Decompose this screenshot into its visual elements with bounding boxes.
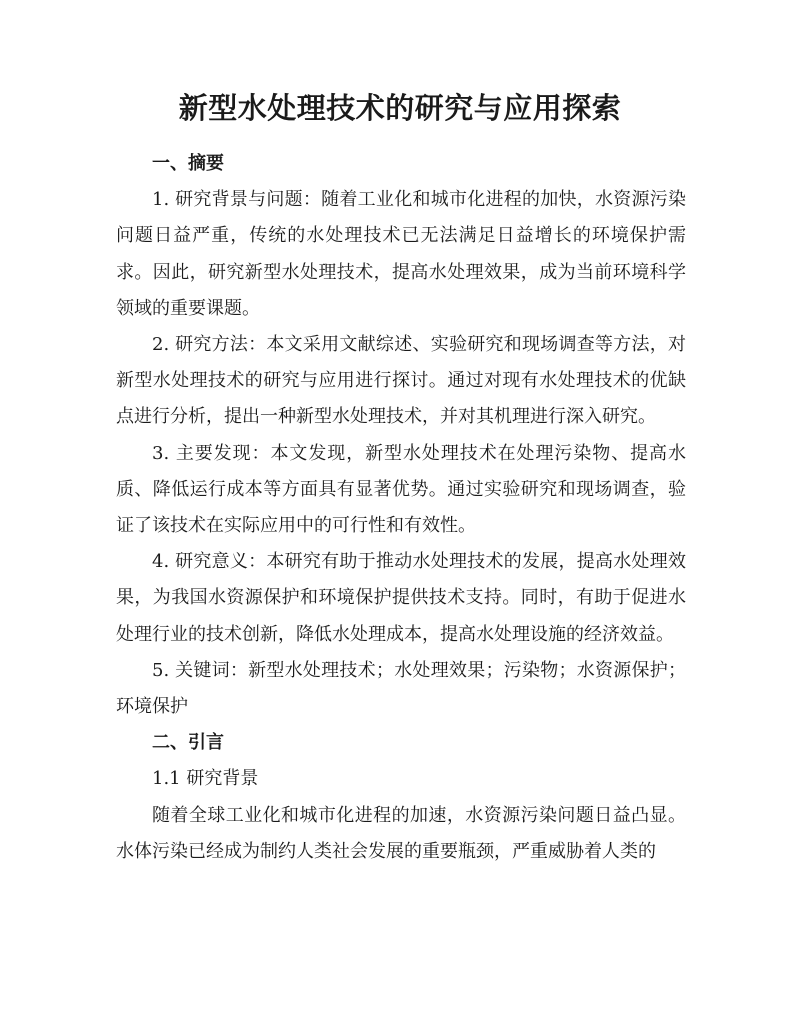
- subsection-heading-background: 1.1 研究背景: [152, 768, 259, 790]
- section-heading-introduction: 二、引言: [152, 732, 224, 754]
- abstract-item-background: 1. 研究背景与问题：随着工业化和城市化进程的加快，水资源污染问题日益严重，传统的水处理技术已无法满足日益增长的环境保护需求。因此，研究新型水处理技术，提高水处理效果，成为当前环境科学领域的重要课题。: [116, 189, 686, 319]
- document-body: [116, 146, 686, 870]
- abstract-item-method: 2. 研究方法：本文采用文献综述、实验研究和现场调查等方法，对新型水处理技术的研究与应用进行探讨。通过对现有水处理技术的优缺点进行分析，提出一种新型水处理技术，并对其机理进行深入研究。: [116, 334, 686, 428]
- abstract-item-significance: 4. 研究意义：本研究有助于推动水处理技术的发展，提高水处理效果，为我国水资源保护和环境保护提供技术支持。同时，有助于促进水处理行业的技术创新，降低水处理成本，提高水处理设施的经济效益。: [116, 551, 686, 645]
- document-title: 新型水处理技术的研究与应用探索: [178, 91, 622, 125]
- section-heading-abstract: 一、摘要: [152, 153, 224, 174]
- intro-paragraph: 随着全球工业化和城市化进程的加速，水资源污染问题日益凸显。水体污染已经成为制约人类社会发展的重要瓶颈，严重威胁着人类的: [116, 804, 686, 862]
- abstract-item-keywords: 5. 关键词：新型水处理技术；水处理效果；污染物；水资源保护；环境保护: [116, 659, 686, 718]
- abstract-item-findings: 3. 主要发现：本文发现，新型水处理技术在处理污染物、提高水质、降低运行成本等方面具有显著优势。通过实验研究和现场调查，验证了该技术在实际应用中的可行性和有效性。: [116, 442, 686, 537]
